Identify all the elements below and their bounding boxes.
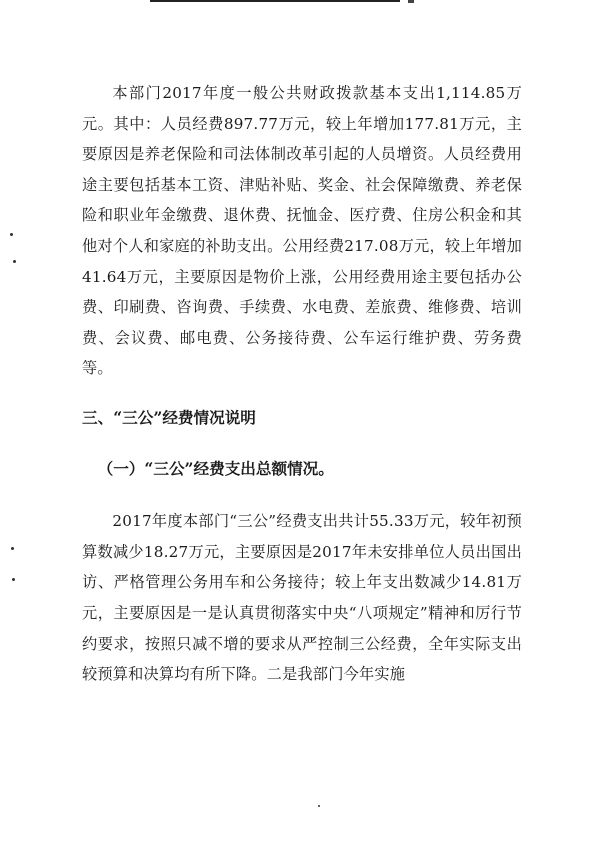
subsection-heading-total: （一）“三公”经费支出总额情况。 (97, 458, 334, 478)
scan-edge-line (150, 0, 400, 2)
section-heading-three-public: 三、“三公”经费情况说明 (82, 407, 256, 427)
scan-edge-mark (408, 0, 414, 3)
paragraph-three-public-total: 2017年度本部门“三公”经费支出共计55.33万元，较年初预算数减少18.27万元，主要原因是2017年未安排单位人员出国出访、严格管理公务用车和公务接待；较上年支出数减少14.81万元，主要原因是一是认真贯彻落实中央“八项规定”精神和厉行节约要求，按照只减不增的要求从严控制三公经费，全年实际支出较预算和决算均有所下降。二是我部门今年实施 (82, 512, 522, 684)
scan-speck (11, 547, 14, 550)
scan-speck (318, 805, 320, 807)
paragraph-basic-expenditure: 本部门2017年度一般公共财政拨款基本支出1,114.85万元。其中：人员经费897.77万元，较上年增加177.81万元，主要原因是养老保险和司法体制改革引起的人员增资。人员经费用途主要包括基本工资、津贴补贴、奖金、社会保障缴费、养老保险和职业年金缴费、退休费、抚恤金、医疗费、住房公积金和其他对个人和家庭的补助支出。公用经费217.08万元，较上年增加41.64万元，主要原因是物价上涨，公用经费用途主要包括办公费、印刷费、咨询费、手续费、水电费、差旅费、维修费、培训费、会议费、邮电费、公务接待费、公车运行维护费、劳务费等。 (82, 84, 522, 378)
scan-speck (12, 578, 15, 581)
scan-speck (10, 233, 13, 236)
scan-speck (13, 260, 16, 263)
document-body (82, 78, 522, 690)
